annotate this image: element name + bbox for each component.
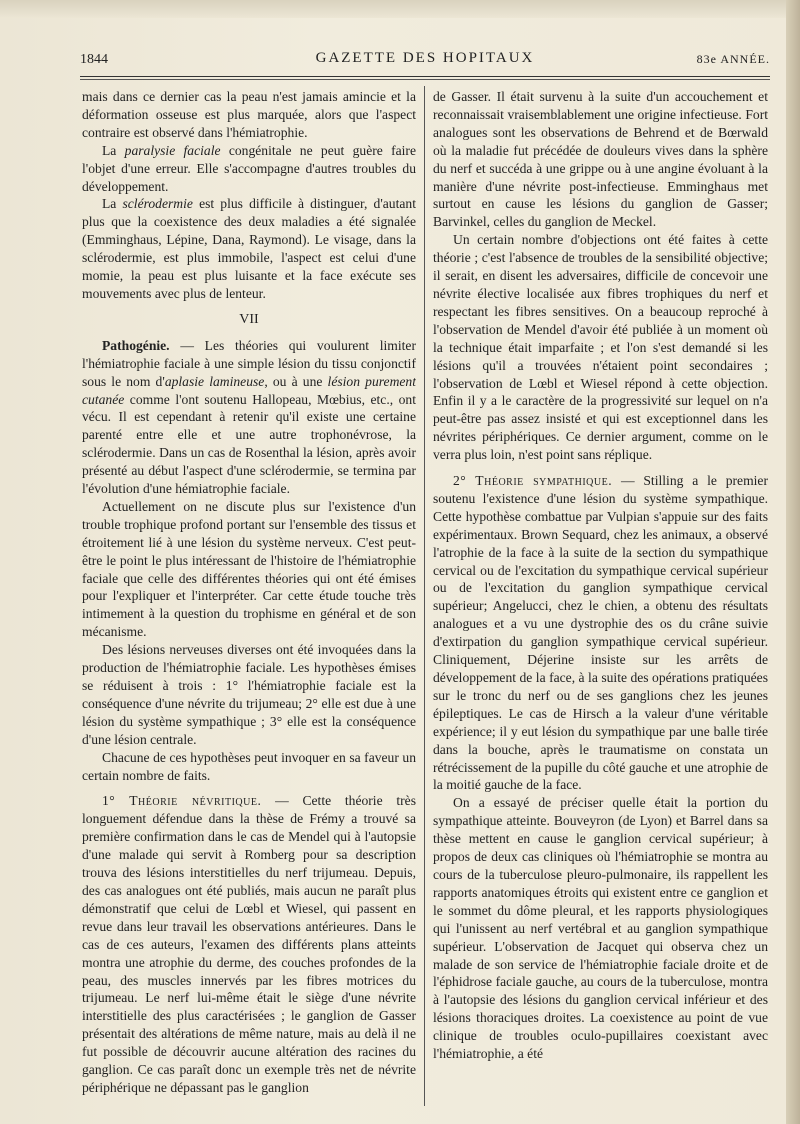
journal-title: GAZETTE DES HOPITAUX (315, 50, 535, 66)
paragraph (433, 472, 768, 794)
bold-lead: Pathogénie. (102, 337, 170, 353)
paragraph (82, 337, 416, 498)
text: La (102, 196, 123, 212)
text: , ou à une (264, 373, 328, 389)
page-top-edge (0, 0, 800, 18)
text: La (102, 142, 125, 158)
emphasis: aplasie lamineuse (164, 373, 265, 389)
year-label: 83e ANNÉE. (696, 52, 770, 66)
emphasis: sclérodermie (122, 196, 193, 212)
paragraph: Un certain nombre d'objections ont été faites à cette théorie ; c'est l'absence de troubles de la sensibilité objective; il serait, en disent les adversaires, difficile de concevoir une névrite élective localisée aux fibres trophiques du nerf et respectant les fibres sensitives. On a beaucoup reproché à l'observation de Mendel d'avoir été publiée à un moment où la technique était imparfaite ; et l'on s'est demandé si les lésions qu'il a trouvées n'étaient point secondaires ; l'observation de Lœbl et Wiesel répond à cette objection. Enfin il y a le caractère de la progressivité sur lequel on n'a peut-être pas assez insisté et qui est exceptionnel dans les névrites périphériques. Ce dernier argument, comme on le verra plus loin, n'est point sans réplique. (433, 232, 768, 463)
paragraph: Des lésions nerveuses diverses ont été invoquées dans la production de l'hémiatrophie faciale. Les hypothèses émises se réduisent à trois : 1° l'hémiatrophie faciale est la conséquence d'une névrite du trijumeau; 2° elle est due à une lésion du système sympathique ; 3° elle est la conséquence d'une lésion centrale. (82, 642, 416, 747)
section-heading: VII (239, 311, 259, 327)
header-rule (80, 76, 770, 77)
paragraph: de Gasser. Il était survenu à la suite d'un accouchement et reconnaissait vraisemblablement une origine infectieuse. Fort analogues sont les observations de Behrend et de Bœrwald où la maladie fut précédée de douleurs vives dans la sphère du nerf et succéda à une grippe ou à une angine évoluant à la manière d'une névrite post-infectieuse. Emminghaus met surtout en cause les lésions du ganglion de Gasser; Barvinkel, celles du ganglion de Meckel. (433, 89, 768, 230)
right-column (433, 88, 768, 1108)
text: — Cette théorie très longuement défendue dans la thèse de Frémy a trouvé sa première confirmation dans le cas de Mendel qui à l'autopsie d'une malade qui servit à Romberg pour sa description trouva des lésions interstitielles du nerf trijumeau. Depuis, des cas analogues ont été publiés, mais aucun ne paraît plus démonstratif que celui de Lœbl et Wiesel, qui passent en revue dans leur travail les observations antérieures. Dans le cas de ces auteurs, l'examen des différents plans atteints montra une atrophie du derme, des couches profondes de la peau, des muscles innervés par les fibres motrices du trijumeau. Le nerf lui-même était le siège d'une névrite interstitielle des plus caractérisées ; le ganglion de Gasser présentait des altérations de même nature, mais au delà il ne fut possible de découvrir aucune altération des racines du ganglion. Ce cas paraît donc un exemple très net de névrite périphérique ne dépassant pas le ganglion (82, 793, 416, 1095)
paragraph: Chacune de ces hypothèses peut invoquer en sa faveur un certain nombre de faits. (82, 749, 416, 783)
emphasis: lésion purement cutanée (82, 373, 416, 407)
paragraph (82, 195, 416, 302)
smallcaps-lead: 1° Théorie névritique. (102, 793, 262, 809)
page-number: 1844 (80, 52, 108, 67)
page-binding-edge (786, 0, 800, 1124)
spacer (82, 784, 416, 792)
text: comme l'ont soutenu Hallopeau, Mœbius, etc., ont vécu. Il est cependant à retenir qu'il existe une certaine parenté entre elle et une autre trophonévrose, la sclérodermie. Dans un cas de Rosenthal la lésion, après avoir présenté au début l'aspect d'une sclérodermie, se termina par l'évolution d'une hémiatrophie faciale. (82, 391, 416, 497)
header-rule-thin (80, 79, 770, 80)
text: est plus difficile à distinguer, d'autant plus que la coexistence des deux maladies a été signalée (Emminghaus, Lépine, Dana, Raymond). Le visage, dans la sclérodermie, est plus immobile, l'aspect est celui d'une momie, la peau est plus luisante et la face exécute ses mouvements avec plus de lenteur. (82, 196, 416, 301)
paragraph: Actuellement on ne discute plus sur l'existence d'un trouble trophique profond portant sur l'ensemble des tissus et étroitement lié à une lésion du système nerveux. C'est peut-être le point le plus intéressant de l'histoire de l'hémiatrophie faciale que celle des différentes théories qui ont été émises pour l'expliquer et l'interpréter. Car cette étude touche très intimement à la question du trophisme en général et de son mécanisme. (82, 498, 416, 640)
paragraph: On a essayé de préciser quelle était la portion du sympathique atteinte. Bouveyron (de Lyon) et Barrel dans sa thèse mettent en cause le ganglion cervical supérieur; à propos de deux cas cliniques où l'hémiatrophie se montra au cours de la tuberculose pleuro-pulmonaire, ils rappellent les rapports anatomiques étroits qui existent entre ce ganglion et le sommet du dôme pleural, et les rapports physiologiques qui l'unissent au nerf vertébral et au ganglion sympathique supérieur. L'observation de Jacquet qui observa chez un malade de son service de l'hémiatrophie faciale droite et de l'éphidrose faciale gauche, au cours de la tuberculose, montra à l'autopsie des lésions du ganglion cervical inférieur et des lésions thoraciques droites. La coexistence au point de vue clinique de troubles oculo-pupillaires coexistant avec l'hémiatrophie, a été (433, 795, 768, 1062)
running-header (80, 48, 770, 72)
column-divider (424, 86, 425, 1106)
spacer (433, 464, 768, 472)
left-column (82, 88, 416, 1108)
paragraph: mais dans ce dernier cas la peau n'est jamais amincie et la déformation osseuse est plus marquée, alors que l'aspect contraire est observé dans l'hémiatrophie. (82, 89, 416, 140)
text: — Stilling a le premier soutenu l'existence d'une lésion du système sympathique. Cette hypothèse combattue par Vulpian s'appuie sur des faits expérimentaux. Brown Sequard, chez les animaux, a observé l'atrophie de la face à la suite de la section du sympathique cervical ou de l'excitation du sympathique cervical supérieur ou de l'excitation du ganglion sympathique cervical supérieur; Angelucci, chez le chien, a obtenu des résultats analogues et a vu une dystrophie des os du crâne suivie d'extirpation du ganglion sympathique cervical supérieur. Cliniquement, Déjerine insiste sur les arrêts de développement de la face, à la suite des opérations pratiquées sur le tronc du nerf ou de ses ganglions chez les jeunes épileptiques. Le cas de Hirsch a la valeur d'une véritable expérience; il y eut lésion du sympathique par une balle tirée dans la bouche, après le traumatisme on constata un rétrécissement de la pupille du côté gauche et une atrophie de la moitié gauche de la face. (433, 473, 768, 793)
paragraph (82, 142, 416, 196)
smallcaps-lead: 2° Théorie sympathique. (453, 473, 613, 489)
text: — Les théories qui voulurent limiter l'hémiatrophie faciale à une simple lésion du tissu conjonctif sous le nom d' (82, 337, 416, 389)
text: congénitale ne peut guère faire l'objet d'une erreur. Elle s'accompagne d'autres troubles du développement. (82, 142, 416, 194)
paragraph (82, 792, 416, 1096)
emphasis: paralysie faciale (124, 142, 221, 158)
